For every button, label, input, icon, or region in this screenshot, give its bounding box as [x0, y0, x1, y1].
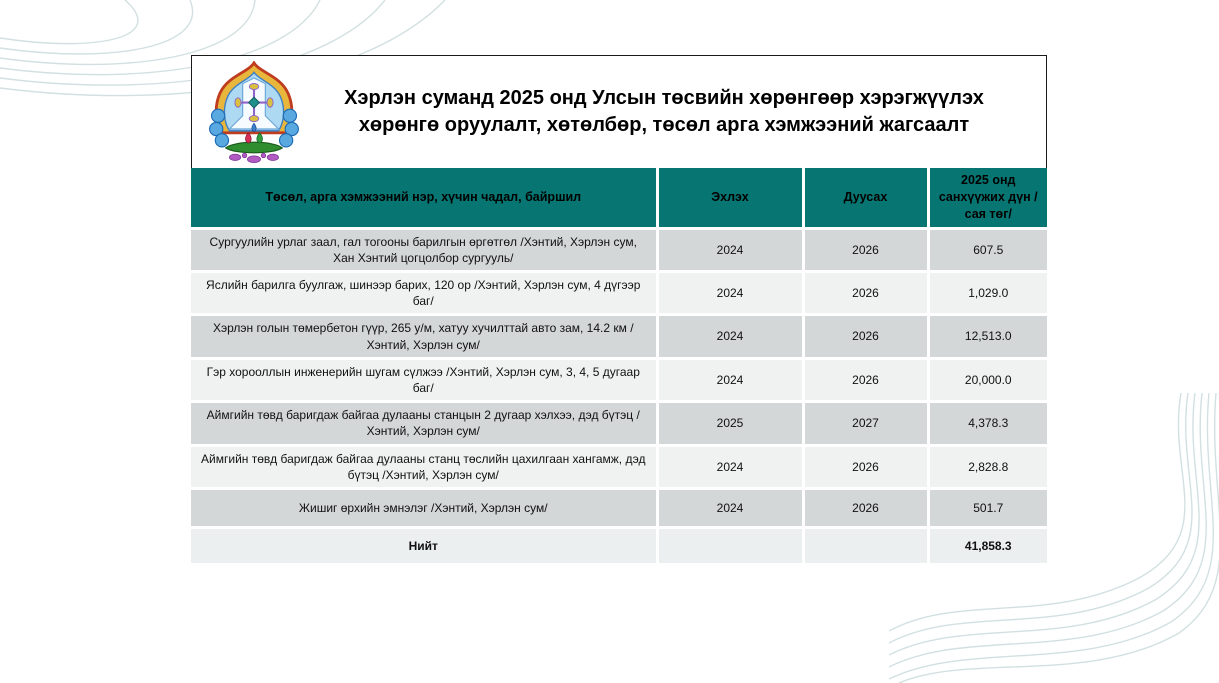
column-header-start: Эхлэх	[657, 168, 803, 228]
project-name: Жишиг өрхийн эмнэлэг /Хэнтий, Хэрлэн сум/	[191, 488, 657, 527]
project-name: Сургуулийн урлаг заал, гал тогооны барилгын өргөтгөл /Хэнтий, Хэрлэн сум, Хан Хэнтий цогцолбор сургууль/	[191, 228, 657, 271]
end-year: 2026	[803, 228, 928, 271]
column-header-amount: 2025 онд санхүүжих дүн /сая төг/	[928, 168, 1047, 228]
funding-amount: 501.7	[928, 488, 1047, 527]
project-name: Аймгийн төвд баригдаж байгаа дулааны станц төслийн цахилгаан хангамж, дэд бүтэц /Хэнтий, Хэрлэн сум/	[191, 445, 657, 488]
table-row	[191, 488, 1047, 527]
table-row	[191, 358, 1047, 401]
total-label: Нийт	[191, 527, 657, 564]
start-year: 2024	[657, 488, 803, 527]
projects-table	[191, 168, 1047, 566]
project-name: Гэр хорооллын инженерийн шугам сүлжээ /Хэнтий, Хэрлэн сум, 3, 4, 5 дугаар баг/	[191, 358, 657, 401]
end-year: 2026	[803, 358, 928, 401]
title-band	[191, 55, 1047, 168]
column-header-end: Дуусах	[803, 168, 928, 228]
project-name: Аймгийн төвд баригдаж байгаа дулааны станцын 2 дугаар хэлхээ, дэд бүтэц /Хэнтий, Хэрлэн сум/	[191, 402, 657, 445]
total-end	[803, 527, 928, 564]
start-year: 2024	[657, 228, 803, 271]
start-year: 2024	[657, 272, 803, 315]
table-header-row	[191, 168, 1047, 228]
start-year: 2024	[657, 358, 803, 401]
funding-amount: 2,828.8	[928, 445, 1047, 488]
end-year: 2027	[803, 402, 928, 445]
total-start	[657, 527, 803, 564]
document-panel	[191, 55, 1047, 566]
table-row	[191, 228, 1047, 271]
table-row	[191, 402, 1047, 445]
funding-amount: 12,513.0	[928, 315, 1047, 358]
funding-amount: 4,378.3	[928, 402, 1047, 445]
table-row	[191, 272, 1047, 315]
end-year: 2026	[803, 488, 928, 527]
column-header-name: Төсөл, арга хэмжээний нэр, хүчин чадал, байршил	[191, 168, 657, 228]
end-year: 2026	[803, 272, 928, 315]
funding-amount: 607.5	[928, 228, 1047, 271]
table-row	[191, 445, 1047, 488]
start-year: 2024	[657, 315, 803, 358]
start-year: 2025	[657, 402, 803, 445]
end-year: 2026	[803, 445, 928, 488]
project-name: Яслийн барилга буулгаж, шинээр барих, 120 ор /Хэнтий, Хэрлэн сум, 4 дүгээр баг/	[191, 272, 657, 315]
end-year: 2026	[803, 315, 928, 358]
start-year: 2024	[657, 445, 803, 488]
project-name: Хэрлэн голын төмербетон гүүр, 265 у/м, хатуу хучилттай авто зам, 14.2 км /Хэнтий, Хэрлэн сум/	[191, 315, 657, 358]
table-total-row	[191, 527, 1047, 564]
funding-amount: 1,029.0	[928, 272, 1047, 315]
table-row	[191, 315, 1047, 358]
total-amount: 41,858.3	[928, 527, 1047, 564]
khentii-emblem-logo	[206, 61, 302, 163]
page-title: Хэрлэн суманд 2025 онд Улсын төсвийн хөрөнгөөр хэрэгжүүлэх хөрөнгө оруулалт, хөтөлбөр, төсөл арга хэмжээний жагсаалт	[344, 87, 984, 136]
funding-amount: 20,000.0	[928, 358, 1047, 401]
